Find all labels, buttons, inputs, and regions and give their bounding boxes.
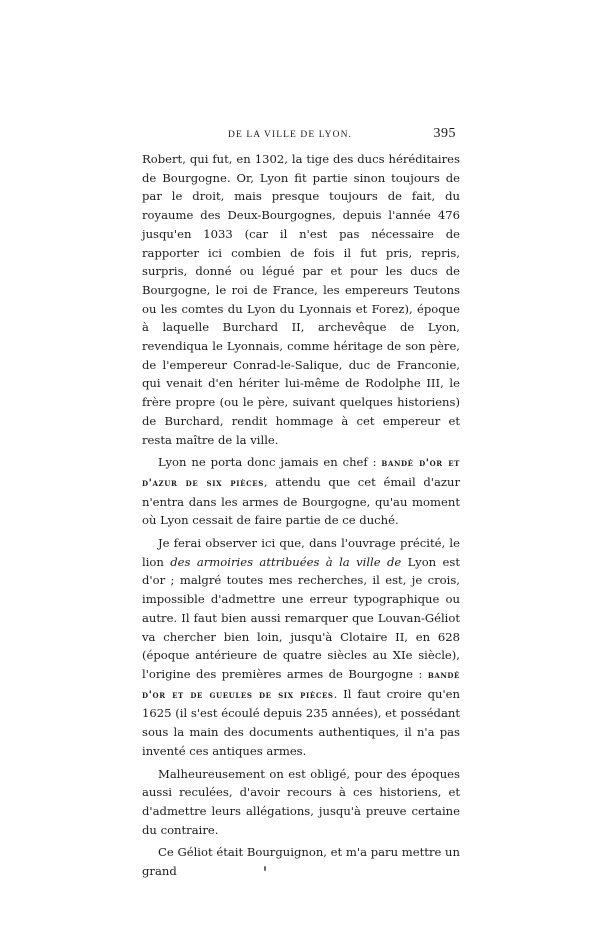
paragraph-3-text-a: Je ferai observer ici que, dans l'ouvrage précité, le lion: [142, 536, 460, 569]
paragraph-3-text-c: . Il faut croire qu'en 1625 (il s'est écoulé depuis 235 années), et possédant sous la main des documents authentiques, il n'a pas inventé ces antiques armes.: [142, 686, 460, 758]
paragraph-2: [142, 453, 460, 530]
paragraph-2-text-a: Lyon ne porta donc jamais en chef :: [158, 455, 382, 470]
paragraph-2-text-b: , attendu que cet émail d'azur n'entra dans les armes de Bourgogne, qu'au moment où Lyon cessait de faire partie de ce duché.: [142, 474, 460, 528]
paragraph-4-text: Malheureusement on est obligé, pour des époques aussi reculées, d'avoir recours à ces historiens, et d'admettre leurs allégations, jusqu'à preuve certaine du contraire.: [142, 766, 460, 837]
book-title-italic: des armoiries attribuées à la ville de: [170, 554, 402, 569]
page-number: 395: [433, 126, 456, 141]
paragraph-1: [142, 150, 460, 449]
body-text: [142, 150, 460, 881]
paragraph-3-text-b: Lyon est d'or ; malgré toutes mes recherches, il est, je crois, impossible d'admettre une erreur typographique ou autre. Il faut bien aussi remarquer que Louvan-Géliot va chercher bien loin, jusqu'à Clotaire II, en 628 (époque antérieure de quatre siècles au XIe siècle), l'origine des premières armes de Bourgogne :: [142, 554, 460, 681]
running-head: [148, 126, 460, 146]
blazon-azure: bandé d'or et d'azur de six pièces: [142, 457, 460, 489]
paragraph-5-text: Ce Géliot était Bourguignon, et m'a paru mettre un grand: [142, 845, 460, 879]
paper-speck: [264, 866, 266, 871]
paragraph-4: [142, 765, 460, 840]
blazon-gules: bandé d'or et de gueules de six pièces: [142, 668, 460, 701]
paragraph-5: [142, 843, 460, 880]
paragraph-3: [142, 534, 460, 760]
paragraph-1-text: Robert, qui fut, en 1302, la tige des ducs héréditaires de Bourgogne. Or, Lyon fit partie sinon toujours de par le droit, mais presque toujours de fait, du royaume des Deux-Bourgognes, depuis l'année 476 jusqu'en 1033 (car il n'est pas nécessaire de rapporter ici combien de fois il fut pris, repris, surpris, donné ou légué par et pour les ducs de Bourgogne, le roi de France, les empereurs Teutons ou les comtes du Lyon du Lyonnais et Forez), époque à laquelle Burchard II, archevêque de Lyon, revendiqua le Lyonnais, comme héritage de son père, de l'empereur Conrad-le-Salique, duc de Franconie, qui venait d'en hériter lui-même de Rodolphe III, le frère propre (ou le père, suivant quelques historiens) de Burchard, rendit hommage à cet empereur et resta maître de la ville.: [142, 152, 460, 447]
running-title: DE LA VILLE DE LYON.: [228, 130, 353, 140]
